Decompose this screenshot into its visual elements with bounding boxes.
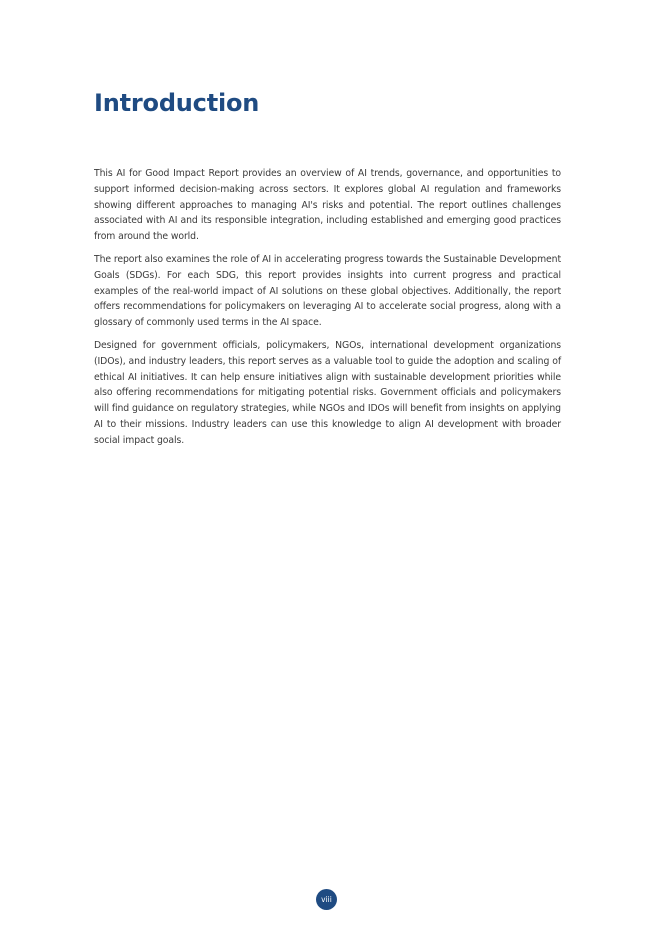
paragraph-sdgs: The report also examines the role of AI in accelerating progress towards the Sustainable Development Goals (SDGs). For each SDG, this report provides insights into current progress and practical examples of the real-world impact of AI solutions on these global objectives. Additionally, the report offers recommendations for policymakers on leveraging AI to accelerate social progress, along with a glossary of commonly used terms in the AI space. (94, 253, 561, 329)
page-number-badge: viii (316, 889, 337, 910)
paragraph-audience: Designed for government officials, policymakers, NGOs, international development organizations (IDOs), and industry leaders, this report serves as a valuable tool to guide the adoption and scaling of ethical AI initiatives. It can help ensure initiatives align with sustainable development priorities while also offering recommendations for mitigating potential risks. Government officials and policymakers will find guidance on regulatory strategies, while NGOs and IDOs will benefit from insights on applying AI to their missions. Industry leaders can use this knowledge to align AI development with broader social impact goals. (94, 339, 561, 446)
paragraph-overview: This AI for Good Impact Report provides an overview of AI trends, governance, and opportunities to support informed decision-making across sectors. It explores global AI regulation and frameworks showing different approaches to managing AI's risks and potential. The report outlines challenges associated with AI and its responsible integration, including established and emerging good practices from around the world. (94, 168, 561, 243)
page-title: Introduction (94, 89, 260, 117)
body-text (94, 166, 561, 456)
